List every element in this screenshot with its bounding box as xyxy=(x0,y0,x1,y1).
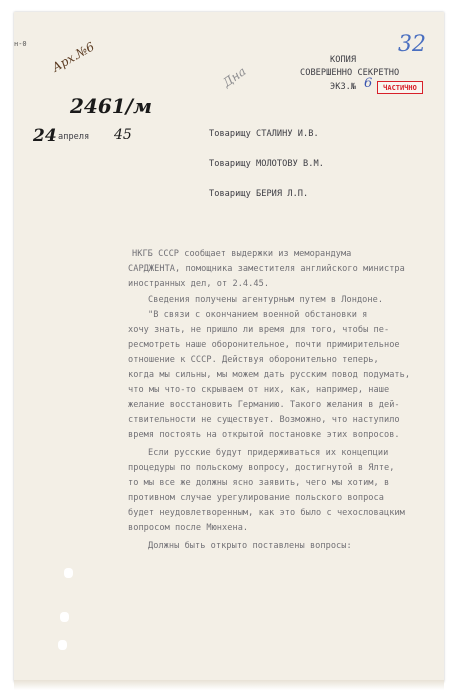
body-line: Если русские будут придерживаться их концепции xyxy=(148,448,389,458)
document-page xyxy=(14,12,444,682)
body-line: хочу знать, не пришло ли время для того, чтобы пе- xyxy=(128,325,390,335)
punch-hole xyxy=(58,640,67,650)
recipient-beria: Товарищу БЕРИЯ Л.П. xyxy=(209,189,309,199)
body-line: время постоять на открытой постановке этих вопросов. xyxy=(128,430,400,440)
pencil-mark: Дна xyxy=(220,64,249,90)
recipient-stalin: Товарищу СТАЛИНУ И.В. xyxy=(209,129,319,139)
body-line: то мы все же должны ясно заявить, чего мы хотим, в xyxy=(128,478,390,488)
body-line: когда мы сильны, мы можем дать русским повод подумать, xyxy=(128,370,411,380)
body-line: "В связи с окончанием военной обстановки я xyxy=(148,310,368,320)
recipient-molotov: Товарищу МОЛОТОВУ В.М. xyxy=(209,159,324,169)
body-line: процедуры по польскому вопросу, достигнутой в Ялте, xyxy=(128,463,395,473)
body-line: будет неудовлетворенным, как это было с чехословацким xyxy=(128,508,405,518)
archive-note: Арх.№6 xyxy=(49,39,97,75)
body-line: ресмотреть наше оборонительное, почти примирительное xyxy=(128,340,400,350)
body-line: Должны быть открыто поставлены вопросы: xyxy=(148,541,352,551)
header-copies: КОПИЯ xyxy=(330,55,357,65)
body-line: что мы что-то скрываем от них, как, например, наше xyxy=(128,385,390,395)
copy-number: 6 xyxy=(364,76,373,91)
edge-mark: н-0 xyxy=(14,40,27,48)
date-day: 24 xyxy=(33,126,57,146)
body-line: САРДЖЕНТА, помощника заместителя английского министра xyxy=(128,264,405,274)
body-line: противном случае урегулирование польского вопроса xyxy=(128,493,384,503)
body-line: желание восстановить Германию. Такого желания в дей- xyxy=(128,400,400,410)
body-line: Сведения получены агентурным путем в Лондоне. xyxy=(148,295,384,305)
body-line: иностранных дел, от 2.4.45. xyxy=(128,279,270,289)
blue-page-number: 32 xyxy=(398,32,426,57)
date-year: 45 xyxy=(114,127,132,143)
copy-number-label: ЭКЗ.№ xyxy=(330,82,357,92)
document-number: 2461/м xyxy=(70,94,152,118)
punch-hole xyxy=(60,612,69,622)
body-line: вопросом после Мюнхена. xyxy=(128,523,249,533)
body-line: ствительности не существует. Возможно, что наступило xyxy=(128,415,400,425)
date-month: апреля xyxy=(58,132,90,142)
declassified-stamp: ЧАСТИЧНО xyxy=(377,81,423,94)
header-secret: СОВЕРШЕННО СЕКРЕТНО xyxy=(300,68,400,78)
punch-hole xyxy=(64,568,73,578)
body-line: отношение к СССР. Действуя оборонительно теперь, xyxy=(128,355,379,365)
body-line: НКГБ СССР сообщает выдержки из меморандума xyxy=(132,249,352,259)
